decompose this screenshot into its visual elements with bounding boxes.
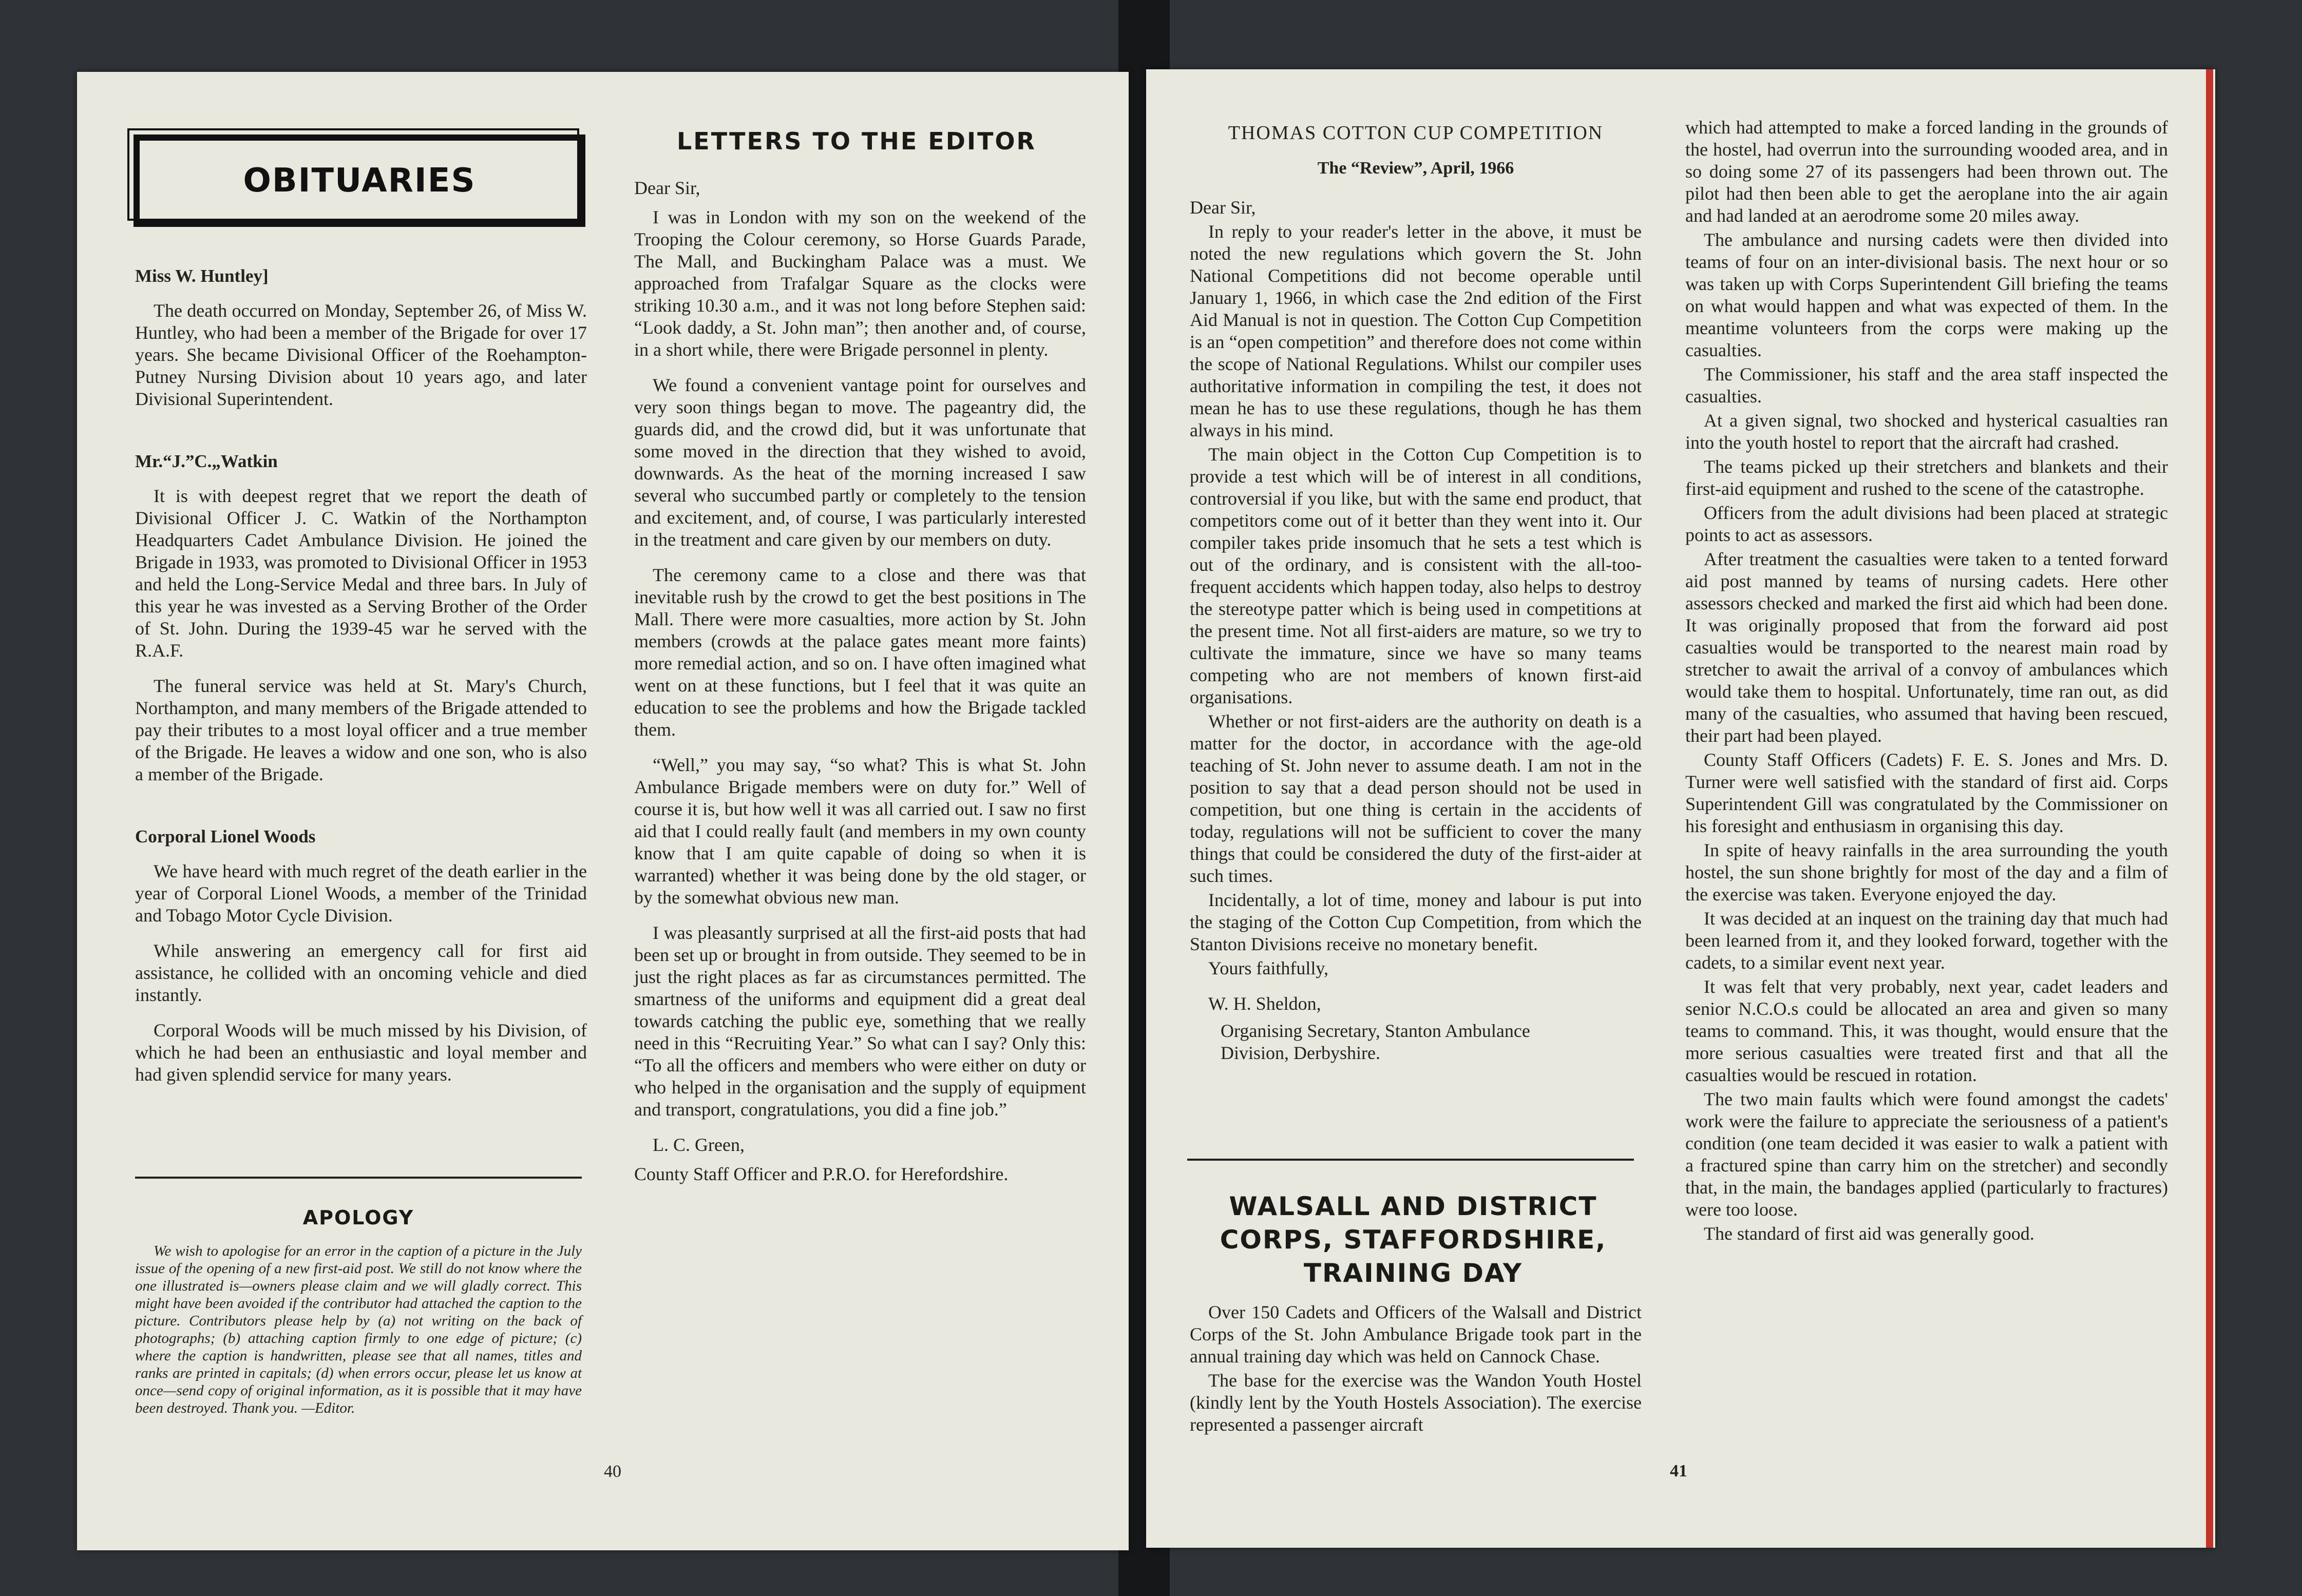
obituary-name: Mr.“J.”C.„Watkin: [135, 451, 278, 471]
walsall-paragraph: Over 150 Cadets and Officers of the Walsall and District Corps of the St. John Ambulance Brigade took part in the annual training day which was held on Cannock Chase.: [1190, 1302, 1642, 1367]
walsall-paragraph: The ambulance and nursing cadets were then divided into teams of four on an inter-divisional basis. The next hour or so was taken up with Corps Superintendent Gill briefing the teams on what would happen and what was expected of them. In the meantime volunteers from the corps were making up the casualties.: [1685, 229, 2168, 360]
apology-text: We wish to apologise for an error in the caption of a picture in the July issue of the opening of a new first-aid post. We still do not know where the one illustrated is—owners please claim and we will gladly correct. This might have been avoided if the contributor had attached the caption to the picture. Contributors please help by (a) not writing on the back of photographs; (b) attaching caption firmly to one edge of picture; (c) where the caption is handwritten, please see that all names, titles and ranks are printed in capitals; (d) when errors occur, please let us know at once—send copy of original information, as it is possible that it may have been destroyed. Thank you. —Editor.: [135, 1243, 582, 1416]
walsall-paragraph: which had attempted to make a forced landing in the grounds of the hostel, had overrun into the surrounding wooded area, and in so doing some 27 of its passengers had been thrown out. The pilot had then been able to get the aeroplane into the air again and had landed at an aerodrome some 20 miles away.: [1685, 117, 2168, 226]
cotton-cup-paragraph: The main object in the Cotton Cup Competition is to provide a test which will be of interest in all conditions, controversial if you like, but with the same end product, that competitors come out of it better than they went into it. Our compiler takes pride insomuch that he sets a test which is out of the ordinary, and is consistent with the all-too-frequent accidents which happen today, also helps to destroy the stereotype patter which is being used in competitions at the present time. Not all first-aiders are mature, so we try to cultivate the immature, since we have so many teams competing who are not members of known first-aid organisations.: [1190, 444, 1642, 707]
obituary-paragraph: The funeral service was held at St. Mary's Church, Northampton, and many members of the Brigade attended to pay their tributes to a most loyal officer and a true member of the Brigade. He leaves a widow and one son, who is also a member of the Brigade.: [135, 676, 587, 784]
walsall-continued-column: [1685, 117, 2168, 1247]
walsall-paragraph: The Commissioner, his staff and the area staff inspected the casualties.: [1685, 364, 2168, 407]
right-page: [1146, 69, 2215, 1548]
walsall-paragraph: The standard of first aid was generally good.: [1704, 1223, 2034, 1244]
obituary-paragraph: It is with deepest regret that we report the death of Divisional Officer J. C. Watkin of the Northampton Headquarters Cadet Ambulance Division. He joined the Brigade in 1933, was promoted to Divisional Officer in 1953 and held the Long-Service Medal and three bars. In July of this year he was invested as a Serving Brother of the Order of St. John. During the 1939-45 war he served with the R.A.F.: [135, 486, 587, 661]
walsall-column: [1190, 1301, 1642, 1438]
letter-paragraph: I was in London with my son on the weekend of the Trooping the Colour ceremony, so Horse Guards Parade, The Mall, and Buckingham Palace was a must. We approached from Trafalgar Square as the clocks were striking 10.30 a.m., and it was not long before Stephen said: “Look daddy, a St. John man”; then another and, of course, in a short while, there were Brigade personnel in plenty.: [634, 207, 1086, 360]
walsall-title-line: TRAINING DAY: [1303, 1258, 1523, 1288]
obituaries-banner: [134, 134, 585, 227]
letter-paragraph: “Well,” you may say, “so what? This is what St. John Ambulance Brigade members were on duty for.” Well of course it is, but how well it was all carried out. I saw no first aid that I could really fault (and members in my own county know that I am quite capable of doing so when it is warranted) whether it was being done by the old stager, or by the somewhat obvious new man.: [634, 755, 1086, 908]
letter-paragraph: The ceremony came to a close and there was that inevitable rush by the crowd to get the best positions in The Mall. There were more casualties, more action by St. John members (crowds at the palace gates meant more faints) more remedial action, and so on. I have often imagined what went on at these functions, but I feel that it was quite an education to see the problems and how the Brigade tackled them.: [634, 565, 1086, 740]
cotton-cup-signature: W. H. Sheldon,: [1208, 993, 1321, 1014]
walsall-paragraph: The base for the exercise was the Wandon Youth Hostel (kindly lent by the Youth Hostels Association). The exercise represented a passenger aircraft: [1190, 1370, 1642, 1435]
cotton-cup-column: [1190, 122, 1642, 1078]
letters-title: LETTERS TO THE EDITOR: [677, 127, 1036, 155]
walsall-paragraph: After treatment the casualties were taken to a tented forward aid post manned by teams of nursing cadets. Here other assessors checked and marked the first aid which had been done. It was originally proposed that from the forward aid post casualties would be transported to the nearest main road by stretcher to await the arrival of a convoy of ambulances which would take them to hospital. Unfortunately, time ran out, as did many of the casualties, who assumed that having been rescued, their part had been played.: [1685, 549, 2168, 746]
obituaries-title: OBITUARIES: [243, 162, 476, 200]
letter-paragraph: I was pleasantly surprised at all the first-aid posts that had been set up or brought in from outside. They seemed to be in just the right places as far as circumstances permitted. The smartness of the uniforms and equipment did a great deal towards catching the public eye, something that we really need in this “Recruiting Year.” So what can I say? Only this: “To all the officers and members who were either on duty or who helped in the organisation and the supply of equipment and transport, congratulations, you did a fine job.”: [634, 922, 1086, 1120]
walsall-paragraph: It was decided at an inquest on the training day that much had been learned from it, and they looked forward, together with the cadets, to a similar event next year.: [1685, 908, 2168, 973]
cotton-cup-paragraph: In reply to your reader's letter in the above, it must be noted the new regulations which govern the St. John National Competitions did not become operable until January 1, 1966, in which case the 2nd edition of the First Aid Manual is not in question. The Cotton Cup Competition is an “open competition” and therefore does not come within the scope of National Regulations. Whilst our compiler uses authoritative information in compiling the test, it does not mean he has to use these regulations, though he has them always in his mind.: [1190, 221, 1642, 440]
section-divider: [135, 1177, 582, 1179]
walsall-title-line: CORPS, STAFFORDSHIRE,: [1220, 1225, 1607, 1255]
obituary-paragraph: Corporal Woods will be much missed by his Division, of which he had been an enthusiastic and loyal member and had given splendid service for many years.: [135, 1020, 587, 1085]
obituary-paragraph: We have heard with much regret of the death earlier in the year of Corporal Lionel Woods, a member of the Trinidad and Tobago Motor Cycle Division.: [135, 861, 587, 926]
cotton-cup-signature-title: Organising Secretary, Stanton Ambulance Division, Derbyshire.: [1221, 1021, 1530, 1063]
obituary-name: Miss W. Huntley]: [135, 266, 269, 286]
walsall-paragraph: County Staff Officers (Cadets) F. E. S. Jones and Mrs. D. Turner were well satisfied with the standard of first aid. Corps Superintendent Gill was congratulated by the Commissioner on his foresight and enthusiasm in organising this day.: [1685, 749, 2168, 836]
obituary-name: Corporal Lionel Woods: [135, 826, 316, 847]
cotton-cup-paragraph: Incidentally, a lot of time, money and labour is put into the staging of the Cotton Cup Competition, from which the Stanton Divisions receive no monetary benefit.: [1190, 890, 1642, 954]
cotton-cup-subtitle: The “Review”, April, 1966: [1317, 159, 1514, 178]
walsall-title-line: WALSALL AND DISTRICT: [1229, 1191, 1597, 1221]
left-page: [77, 72, 1129, 1550]
obituaries-column: [135, 266, 587, 1099]
walsall-paragraph: At a given signal, two shocked and hysterical casualties ran into the youth hostel to report that the aircraft had crashed.: [1685, 410, 2168, 453]
page-edge-marker: [2206, 69, 2213, 1548]
apology-title: APOLOGY: [302, 1206, 414, 1229]
page-number: 41: [1670, 1462, 1687, 1480]
letter-salutation: Dear Sir,: [634, 178, 700, 198]
letters-column: [634, 177, 1086, 1199]
letter-paragraph: We found a convenient vantage point for ourselves and very soon things began to move. The pageantry did, the guards did, and the crowd did, but it was unfortunate that some moved in the direction that they wished to avoid, downwards. As the heat of the morning increased I saw several who succumbed partly or completely to the tension and excitement, and, of course, I was particularly interested in the treatment and care given by our members on duty.: [634, 375, 1086, 550]
cotton-cup-closing: Yours faithfully,: [1208, 958, 1329, 978]
obituary-paragraph: The death occurred on Monday, September 26, of Miss W. Huntley, who had been a member of the Brigade for over 17 years. She became Divisional Officer of the Roehampton-Putney Nursing Division about 10 years ago, and later Divisional Superintendent.: [135, 300, 587, 409]
apology-column: [135, 1206, 582, 1417]
cotton-cup-paragraph: Whether or not first-aiders are the authority on death is a matter for the doctor, in accordance with the age-old teaching of St. John never to assume death. I am not in the position to say that a dead person should not be used in competition, but one thing is certain in the accidents of today, regulations will not be sufficient to cover the many things that could be considered the duty of the first-aider at such times.: [1190, 711, 1642, 886]
letter-signature: L. C. Green,: [653, 1134, 745, 1155]
page-number: 40: [604, 1462, 621, 1481]
letter-signature-title: County Staff Officer and P.R.O. for Herefordshire.: [634, 1164, 1009, 1184]
walsall-paragraph: Officers from the adult divisions had been placed at strategic points to act as assessors.: [1685, 503, 2168, 545]
walsall-title: [1187, 1190, 1639, 1290]
walsall-paragraph: The teams picked up their stretchers and blankets and their first-aid equipment and rushed to the scene of the catastrophe.: [1685, 456, 2168, 499]
cotton-cup-salutation: Dear Sir,: [1190, 197, 1256, 218]
cotton-cup-title: THOMAS COTTON CUP COMPETITION: [1228, 122, 1604, 144]
obituary-paragraph: While answering an emergency call for first aid assistance, he collided with an oncoming vehicle and died instantly.: [135, 940, 587, 1005]
walsall-paragraph: It was felt that very probably, next year, cadet leaders and senior N.C.O.s could be allocated an area and given so many teams to command. This, it was thought, would ensure that the more serious casualties were treated first and that all the casualties would be rescued in rotation.: [1685, 976, 2168, 1085]
walsall-paragraph: The two main faults which were found amongst the cadets' work were the failure to appreciate the seriousness of a patient's condition (one team decided it was easier to walk a patient with a fractured spine than carry him on the stretcher) and secondly that, in the main, the bandages applied (particularly to fractures) were too loose.: [1685, 1089, 2168, 1220]
walsall-paragraph: In spite of heavy rainfalls in the area surrounding the youth hostel, the sun shone brightly for most of the day and a film of the exercise was taken. Everyone enjoyed the day.: [1685, 840, 2168, 905]
section-divider: [1187, 1159, 1634, 1161]
